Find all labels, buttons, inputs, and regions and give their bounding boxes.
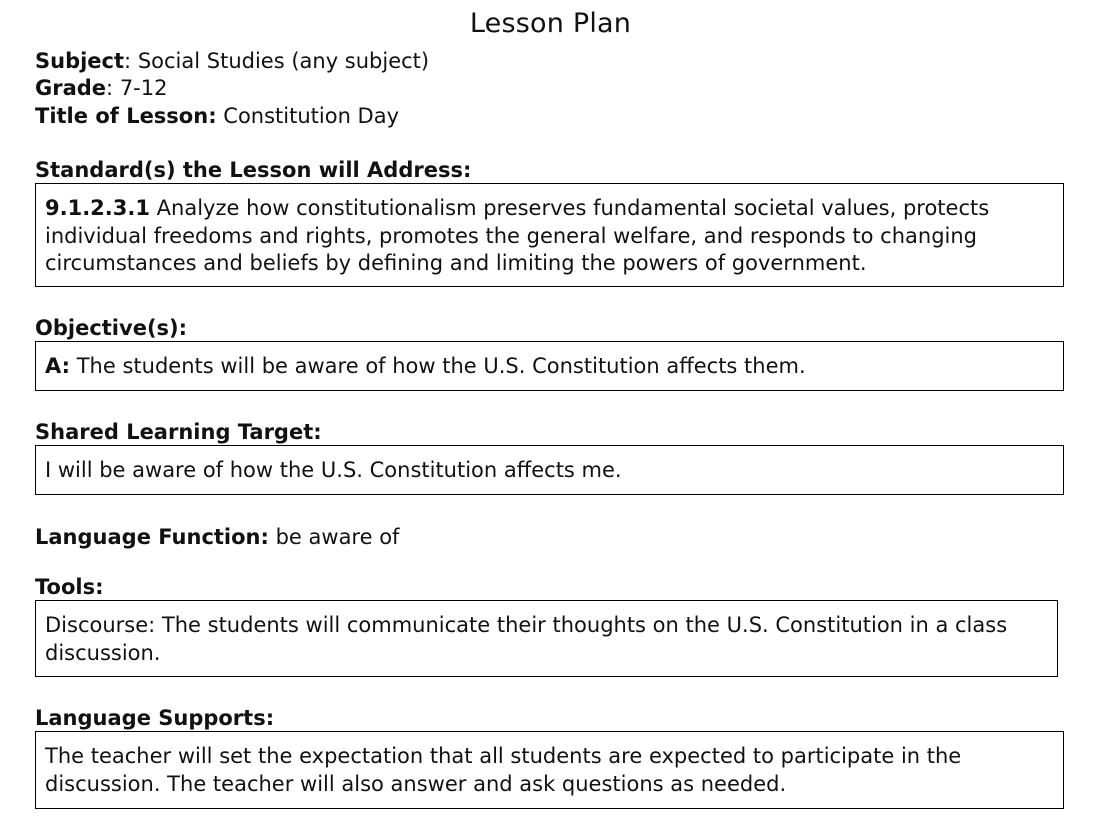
lesson-title-value: Constitution Day — [223, 104, 400, 128]
objective-text: The students will be aware of how the U.S. Constitution affects them. — [76, 354, 806, 378]
grade-value: 7-12 — [119, 76, 168, 100]
grade-label: Grade — [35, 76, 107, 100]
learning-target-box — [35, 445, 1064, 495]
learning-target-text: I will be aware of how the U.S. Constitution affects me. — [45, 458, 622, 482]
language-function-value: be aware of — [275, 525, 400, 549]
subject-line: Subject: Social Studies (any subject) — [35, 49, 430, 73]
learning-target-heading: Shared Learning Target: — [35, 420, 322, 444]
grade-line: Grade: 7-12 — [35, 76, 168, 100]
language-function-label: Language Function: — [35, 525, 269, 549]
lesson-title-line — [35, 103, 399, 130]
lesson-title-label: Title of Lesson: — [35, 104, 217, 128]
tools-heading: Tools: — [35, 575, 104, 599]
language-supports-text: The teacher will set the expectation that all students are expected to participate in the discussion. The teacher will also answer and ask questions as needed. — [45, 744, 962, 796]
objective-label: A: — [45, 354, 71, 378]
standards-heading: Standard(s) the Lesson will Address: — [35, 158, 472, 182]
page-title: Lesson Plan — [469, 8, 632, 39]
language-function-line — [35, 524, 399, 551]
language-supports-box — [35, 731, 1064, 809]
standard-code: 9.1.2.3.1 — [45, 196, 150, 220]
subject-label: Subject — [35, 49, 125, 73]
objectives-box — [35, 341, 1064, 391]
standard-text: Analyze how constitutionalism preserves fundamental societal values, protects individual freedoms and rights, promotes the general welfare, and responds to changing circumstances and beliefs by defining and limiting the powers of government. — [45, 196, 990, 275]
standards-box — [35, 183, 1064, 287]
tools-box — [35, 600, 1058, 677]
tools-text: Discourse: The students will communicate their thoughts on the U.S. Constitution in a class discussion. — [45, 613, 1008, 665]
language-supports-heading: Language Supports: — [35, 706, 275, 730]
subject-value: Social Studies (any subject) — [137, 49, 430, 73]
objectives-heading: Objective(s): — [35, 316, 188, 340]
